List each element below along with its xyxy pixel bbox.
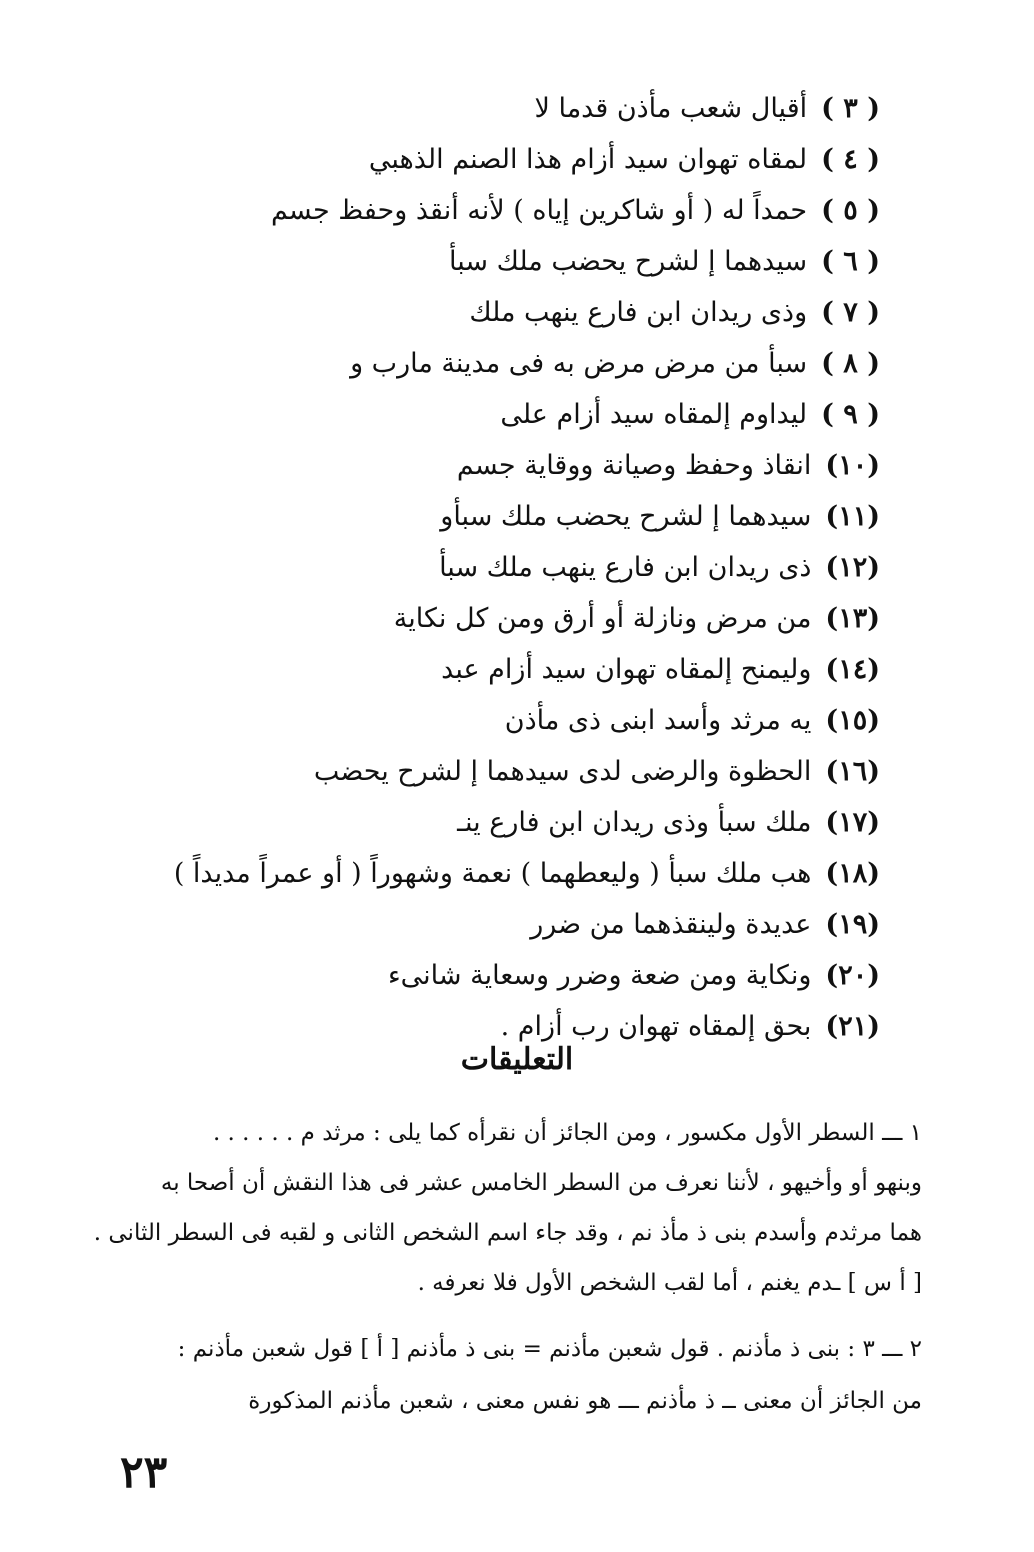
translation-line <box>0 700 880 742</box>
line-text: من مرض ونازلة أو أرق ومن كل نكاية <box>393 603 812 634</box>
line-text: ليداوم إلمقاه سيد أزام على <box>500 399 808 430</box>
translation-line <box>0 139 880 181</box>
line-number: (١٧) <box>825 807 880 838</box>
translation-line <box>0 496 880 538</box>
translation-line <box>0 751 880 793</box>
line-text: سبأ من مرض مرض به فى مدينة مارب و <box>350 348 808 379</box>
note-line: من الجائز أن معنى ــ ذ مأذنم ـــ هو نفس معنى ، شعبن مأذنم المذكورة <box>248 1388 922 1414</box>
translation-line <box>0 802 880 844</box>
line-number: (٢١) <box>825 1011 880 1042</box>
translation-line <box>0 292 880 334</box>
line-number: ( ٩ ) <box>821 399 880 430</box>
note-line: ١ ـــ السطر الأول مكسور ، ومن الجائز أن نقرأه كما يلى : مرثد م . . . . . . <box>212 1120 922 1146</box>
line-text: عديدة ولينقذهما من ضرر <box>530 909 812 940</box>
line-number: ( ٦ ) <box>821 246 880 277</box>
translation-line <box>0 853 880 895</box>
translation-line <box>0 190 880 232</box>
line-text: ملك سبأ وذى ريدان ابن فارع ينـ <box>457 807 812 838</box>
line-text: ذى ريدان ابن فارع ينهب ملك سبأ <box>439 552 812 583</box>
section-heading: التعليقات <box>460 1042 574 1077</box>
line-number: ( ٣ ) <box>821 93 880 124</box>
line-text: بحق إلمقاه تهوان رب أزام . <box>500 1011 812 1042</box>
translation-line <box>0 598 880 640</box>
line-number: (١٩) <box>825 909 880 940</box>
line-text: ونكاية ومن ضعة وضرر وسعاية شانىء <box>387 960 812 991</box>
line-number: (١٢) <box>825 552 880 583</box>
translation-line <box>0 88 880 130</box>
line-number: ( ٧ ) <box>821 297 880 328</box>
note-line: وبنهو أو وأخيهو ، لأننا نعرف من السطر الخامس عشر فى هذا النقش أن أصحا به <box>160 1170 922 1196</box>
line-number: ( ٥ ) <box>821 195 880 226</box>
line-text: أقيال شعب مأذن قدما لا <box>534 93 808 124</box>
translation-line <box>0 241 880 283</box>
line-number: ( ٤ ) <box>821 144 880 175</box>
line-text: وذى ريدان ابن فارع ينهب ملك <box>469 297 808 328</box>
line-number: (١١) <box>825 501 880 532</box>
line-number: ( ٨ ) <box>821 348 880 379</box>
line-number: (١٨) <box>825 858 880 889</box>
line-number: (١٤) <box>825 654 880 685</box>
line-number: (١٦) <box>825 756 880 787</box>
line-number: (١٥) <box>825 705 880 736</box>
page-number: ٢٣ <box>120 1447 168 1498</box>
translation-line <box>0 547 880 589</box>
translation-line <box>0 445 880 487</box>
translation-line <box>0 904 880 946</box>
line-text: هب ملك سبأ ( وليعطهما ) نعمة وشهوراً ( أو عمراً مديداً ) <box>173 858 812 889</box>
translation-line <box>0 649 880 691</box>
line-text: وليمنح إلمقاه تهوان سيد أزام عبد <box>441 654 812 685</box>
line-number: (٢٠) <box>825 960 880 991</box>
line-text: حمداً له ( أو شاكرين إياه ) لأنه أنقذ وحفظ جسم <box>270 195 808 226</box>
translation-line <box>0 955 880 997</box>
line-text: انقاذ وحفظ وصيانة ووقاية جسم <box>456 450 812 481</box>
line-text: سيدهما إ لشرح يحضب ملك سبأو <box>440 501 812 532</box>
line-text: سيدهما إ لشرح يحضب ملك سبأ <box>449 246 808 277</box>
line-text: يه مرثد وأسد ابنى ذى مأذن <box>504 705 812 736</box>
line-number: (١٠) <box>825 450 880 481</box>
note-line: [ أ س ] ـدم يغنم ، أما لقب الشخص الأول فلا نعرفه . <box>417 1270 922 1296</box>
line-text: لمقاه تهوان سيد أزام هذا الصنم الذهبي <box>368 144 808 175</box>
translation-line <box>0 343 880 385</box>
note-line: ٢ ـــ ٣ : بنى ذ مأذنم . قول شعبن مأذنم = بنى ذ مأذنم [ أ ] قول شعبن مأذنم : <box>177 1336 922 1362</box>
translation-line <box>0 394 880 436</box>
note-line: هما مرثدم وأسدم بنى ذ مأذ نم ، وقد جاء اسم الشخص الثانى و لقبه فى السطر الثانى . <box>93 1220 922 1246</box>
line-text: الحظوة والرضى لدى سيدهما إ لشرح يحضب <box>313 756 812 787</box>
line-number: (١٣) <box>825 603 880 634</box>
